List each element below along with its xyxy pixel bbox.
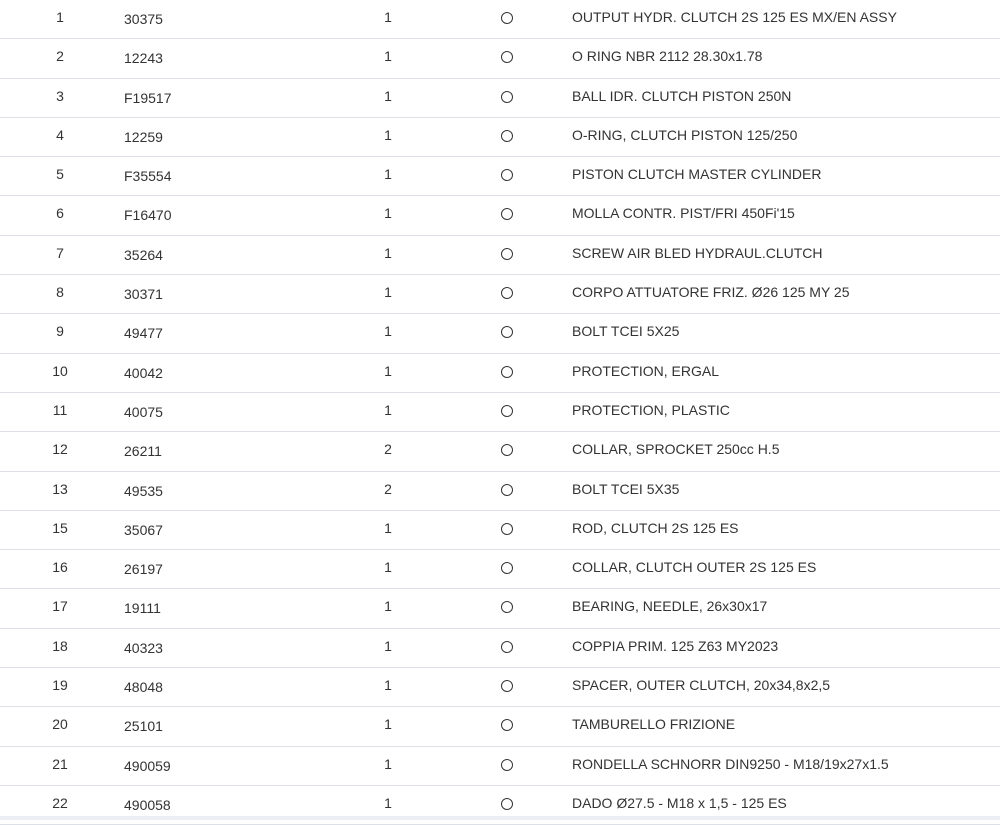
quantity: 1 — [372, 638, 404, 654]
position-number: 17 — [0, 598, 120, 614]
part-code: 19111 — [124, 600, 161, 616]
part-description: OUTPUT HYDR. CLUTCH 2S 125 ES MX/EN ASSY — [572, 9, 897, 25]
part-code: 30375 — [124, 11, 163, 27]
part-description: MOLLA CONTR. PIST/FRI 450Fi'15 — [572, 205, 795, 221]
part-code: 12259 — [124, 129, 163, 145]
select-radio-icon[interactable] — [501, 208, 513, 220]
position-number: 22 — [0, 795, 120, 811]
table-row[interactable] — [0, 275, 1000, 314]
select-radio-icon[interactable] — [501, 759, 513, 771]
quantity: 1 — [372, 559, 404, 575]
quantity: 1 — [372, 9, 404, 25]
position-number: 4 — [0, 127, 120, 143]
table-row[interactable] — [0, 354, 1000, 393]
quantity: 1 — [372, 88, 404, 104]
position-number: 20 — [0, 716, 120, 732]
quantity: 1 — [372, 756, 404, 772]
part-code: F16470 — [124, 207, 171, 223]
table-row[interactable] — [0, 550, 1000, 589]
part-code: 12243 — [124, 50, 163, 66]
position-number: 18 — [0, 638, 120, 654]
part-description: ROD, CLUTCH 2S 125 ES — [572, 520, 739, 536]
position-number: 1 — [0, 9, 120, 25]
select-radio-icon[interactable] — [501, 287, 513, 299]
part-code: 490059 — [124, 758, 171, 774]
quantity: 1 — [372, 598, 404, 614]
quantity: 1 — [372, 716, 404, 732]
table-row[interactable] — [0, 196, 1000, 235]
select-radio-icon[interactable] — [501, 798, 513, 810]
part-description: BOLT TCEI 5X35 — [572, 481, 679, 497]
table-row[interactable] — [0, 629, 1000, 668]
quantity: 2 — [372, 441, 404, 457]
select-radio-icon[interactable] — [501, 601, 513, 613]
quantity: 2 — [372, 481, 404, 497]
quantity: 1 — [372, 48, 404, 64]
table-row[interactable] — [0, 472, 1000, 511]
part-code: 49477 — [124, 325, 163, 341]
part-code: 40075 — [124, 404, 163, 420]
table-row[interactable] — [0, 157, 1000, 196]
part-code: 40323 — [124, 640, 163, 656]
position-number: 9 — [0, 323, 120, 339]
part-description: BEARING, NEEDLE, 26x30x17 — [572, 598, 767, 614]
part-description: PISTON CLUTCH MASTER CYLINDER — [572, 166, 821, 182]
position-number: 19 — [0, 677, 120, 693]
part-description: SPACER, OUTER CLUTCH, 20x34,8x2,5 — [572, 677, 830, 693]
quantity: 1 — [372, 245, 404, 261]
part-code: 40042 — [124, 365, 163, 381]
position-number: 2 — [0, 48, 120, 64]
table-row[interactable] — [0, 314, 1000, 353]
select-radio-icon[interactable] — [501, 562, 513, 574]
select-radio-icon[interactable] — [501, 719, 513, 731]
table-row[interactable] — [0, 393, 1000, 432]
position-number: 11 — [0, 402, 120, 418]
select-radio-icon[interactable] — [501, 248, 513, 260]
part-code: 25101 — [124, 718, 163, 734]
table-row[interactable] — [0, 589, 1000, 628]
quantity: 1 — [372, 323, 404, 339]
quantity: 1 — [372, 363, 404, 379]
position-number: 21 — [0, 756, 120, 772]
position-number: 8 — [0, 284, 120, 300]
table-row[interactable] — [0, 511, 1000, 550]
part-code: F19517 — [124, 90, 171, 106]
select-radio-icon[interactable] — [501, 130, 513, 142]
table-row[interactable] — [0, 39, 1000, 78]
quantity: 1 — [372, 402, 404, 418]
table-row[interactable] — [0, 118, 1000, 157]
part-code: F35554 — [124, 168, 171, 184]
quantity: 1 — [372, 677, 404, 693]
part-description: COPPIA PRIM. 125 Z63 MY2023 — [572, 638, 778, 654]
part-code: 490058 — [124, 797, 171, 813]
table-footer-strip — [0, 816, 1000, 820]
part-code: 35264 — [124, 247, 163, 263]
table-row[interactable] — [0, 236, 1000, 275]
select-radio-icon[interactable] — [501, 680, 513, 692]
part-code: 30371 — [124, 286, 163, 302]
select-radio-icon[interactable] — [501, 484, 513, 496]
select-radio-icon[interactable] — [501, 169, 513, 181]
quantity: 1 — [372, 205, 404, 221]
quantity: 1 — [372, 795, 404, 811]
part-description: BALL IDR. CLUTCH PISTON 250N — [572, 88, 791, 104]
part-code: 26197 — [124, 561, 163, 577]
position-number: 6 — [0, 205, 120, 221]
table-row[interactable] — [0, 432, 1000, 471]
quantity: 1 — [372, 166, 404, 182]
position-number: 12 — [0, 441, 120, 457]
select-radio-icon[interactable] — [501, 366, 513, 378]
select-radio-icon[interactable] — [501, 51, 513, 63]
select-radio-icon[interactable] — [501, 91, 513, 103]
quantity: 1 — [372, 520, 404, 536]
position-number: 13 — [0, 481, 120, 497]
select-radio-icon[interactable] — [501, 523, 513, 535]
part-description: TAMBURELLO FRIZIONE — [572, 716, 735, 732]
table-row[interactable] — [0, 79, 1000, 118]
part-description: O RING NBR 2112 28.30x1.78 — [572, 48, 762, 64]
part-description: BOLT TCEI 5X25 — [572, 323, 679, 339]
table-row[interactable] — [0, 707, 1000, 746]
select-radio-icon[interactable] — [501, 641, 513, 653]
part-description: O-RING, CLUTCH PISTON 125/250 — [572, 127, 797, 143]
position-number: 16 — [0, 559, 120, 575]
part-description: CORPO ATTUATORE FRIZ. Ø26 125 MY 25 — [572, 284, 849, 300]
position-number: 15 — [0, 520, 120, 536]
part-code: 48048 — [124, 679, 163, 695]
position-number: 3 — [0, 88, 120, 104]
part-description: SCREW AIR BLED HYDRAUL.CLUTCH — [572, 245, 823, 261]
quantity: 1 — [372, 127, 404, 143]
part-description: RONDELLA SCHNORR DIN9250 - M18/19x27x1.5 — [572, 756, 889, 772]
position-number: 7 — [0, 245, 120, 261]
part-description: PROTECTION, ERGAL — [572, 363, 719, 379]
part-description: COLLAR, SPROCKET 250cc H.5 — [572, 441, 779, 457]
select-radio-icon[interactable] — [501, 405, 513, 417]
part-code: 35067 — [124, 522, 163, 538]
part-description: PROTECTION, PLASTIC — [572, 402, 730, 418]
select-radio-icon[interactable] — [501, 444, 513, 456]
select-radio-icon[interactable] — [501, 326, 513, 338]
part-description: COLLAR, CLUTCH OUTER 2S 125 ES — [572, 559, 816, 575]
part-description: DADO Ø27.5 - M18 x 1,5 - 125 ES — [572, 795, 787, 811]
table-row[interactable] — [0, 747, 1000, 786]
quantity: 1 — [372, 284, 404, 300]
select-radio-icon[interactable] — [501, 12, 513, 24]
table-row[interactable] — [0, 0, 1000, 39]
part-code: 49535 — [124, 483, 163, 499]
table-row[interactable] — [0, 668, 1000, 707]
part-code: 26211 — [124, 443, 162, 459]
position-number: 10 — [0, 363, 120, 379]
position-number: 5 — [0, 166, 120, 182]
